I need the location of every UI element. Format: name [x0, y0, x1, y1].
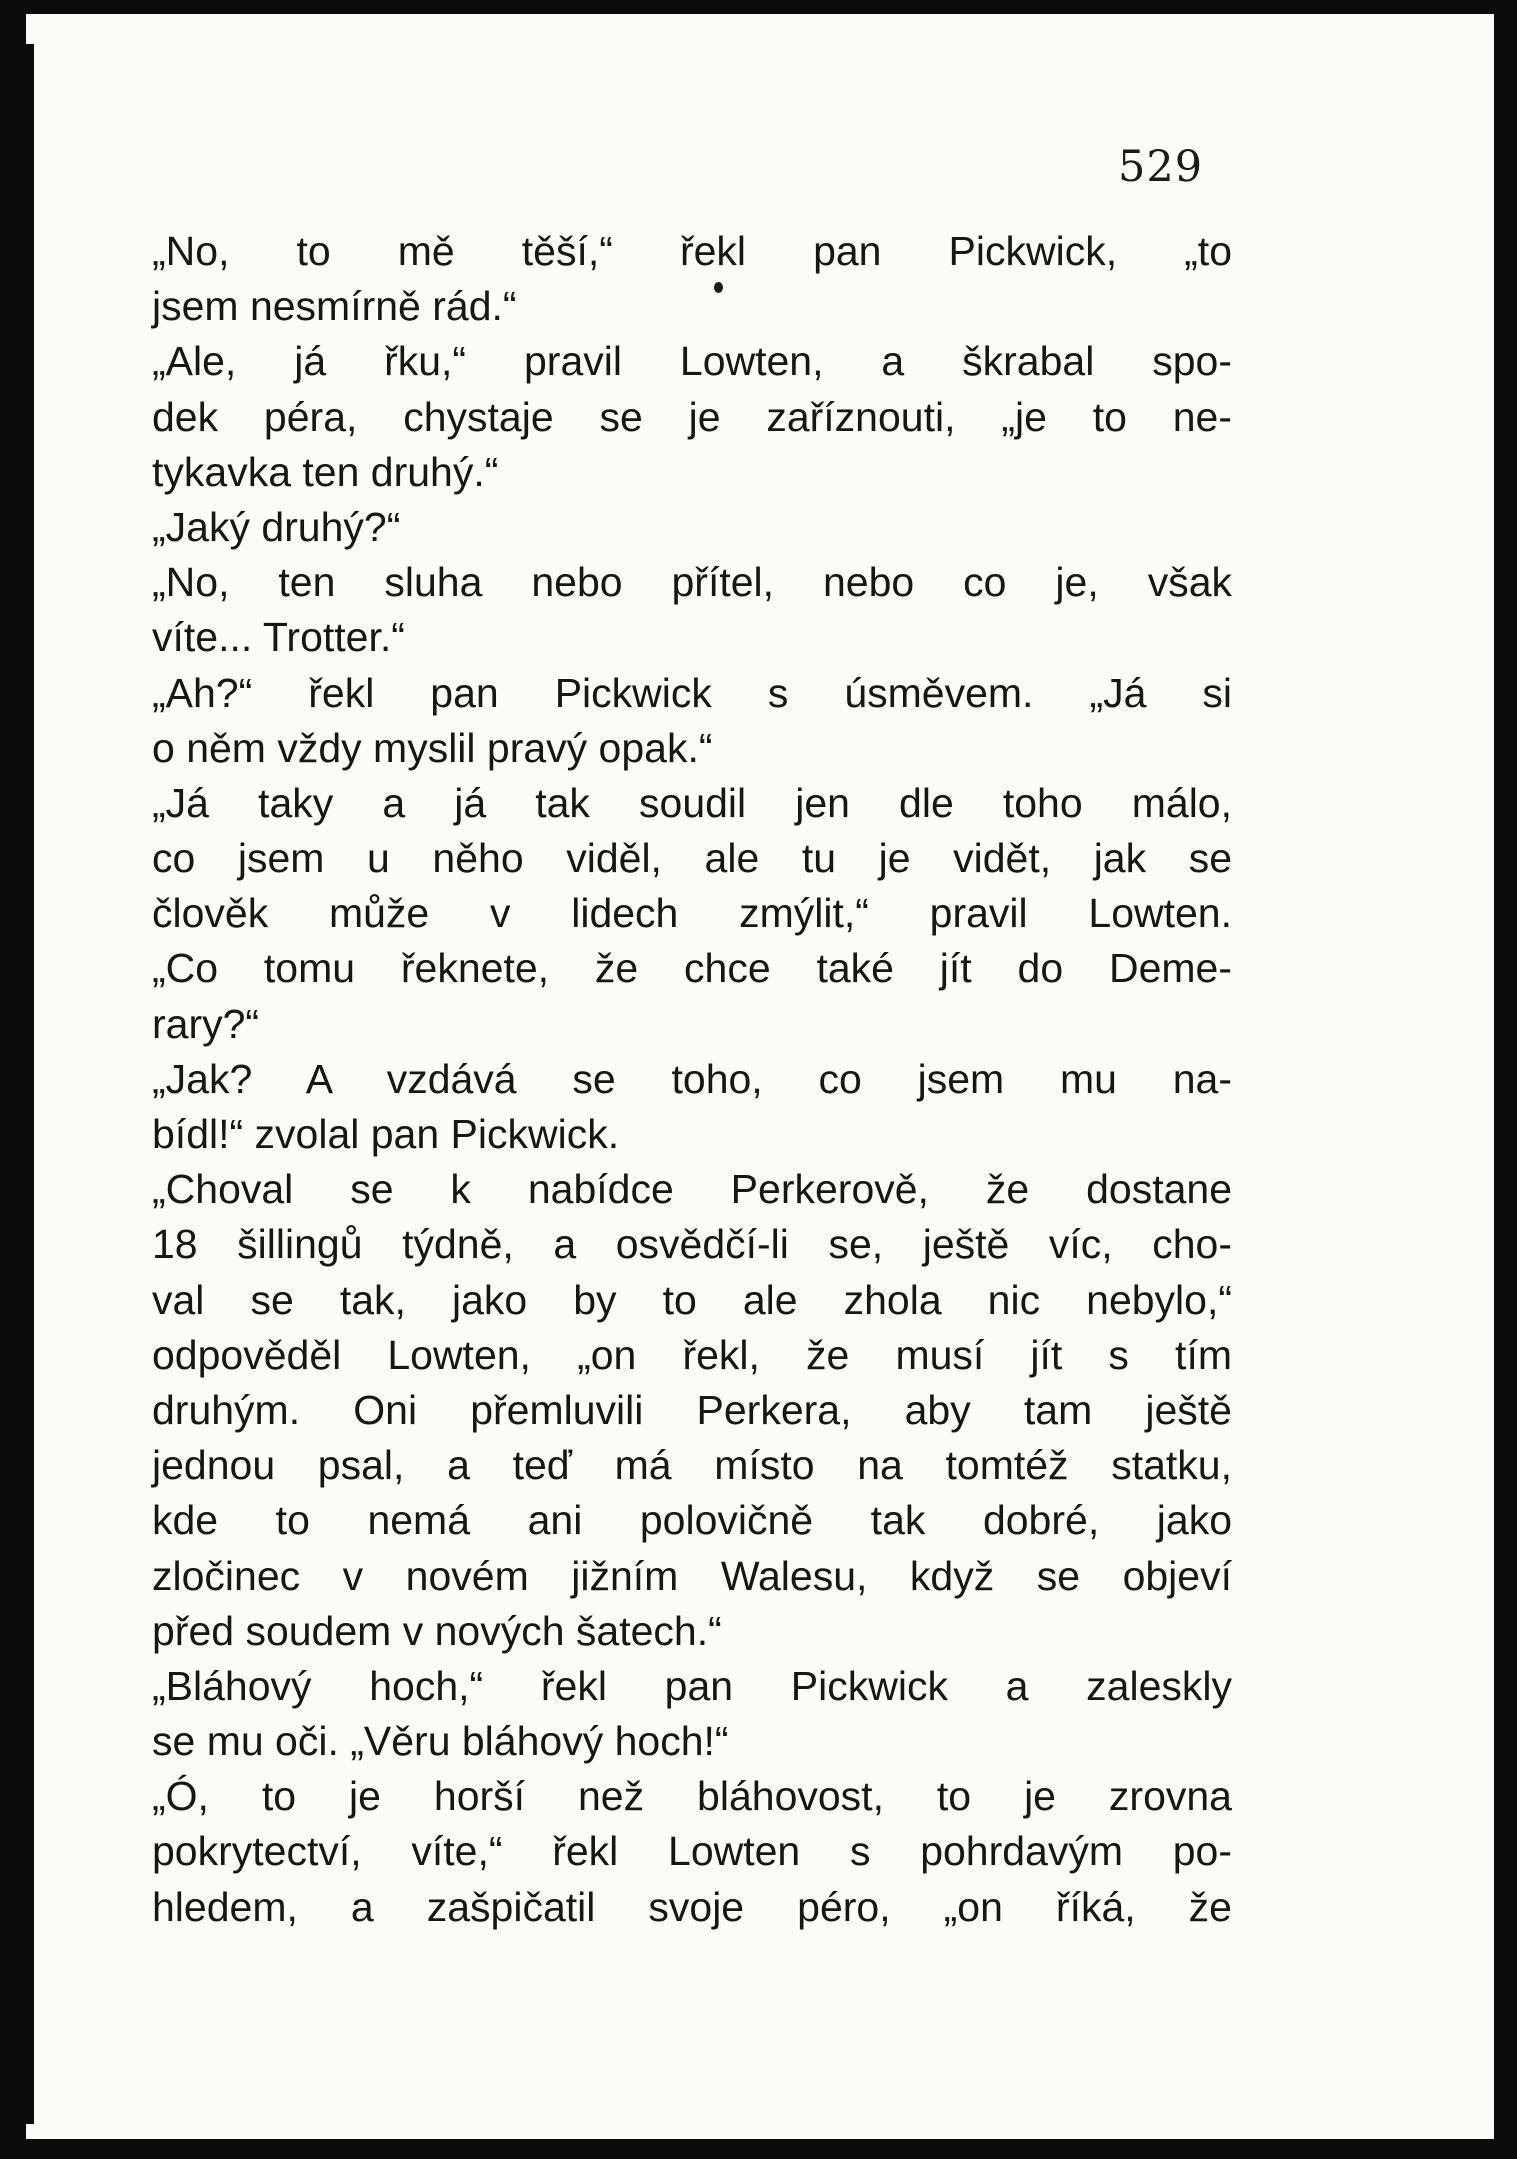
page-number: 529 [1118, 142, 1204, 192]
text-line: 18 šillingů týdně, a osvědčí-li se, ještě víc, cho- [152, 1221, 1232, 1268]
text-line: hledem, a zašpičatil svoje péro, „on říká, že [152, 1883, 1232, 1930]
text-line: se mu oči. „Věru bláhový hoch!“ [152, 1718, 729, 1765]
text-line: odpověděl Lowten, „on řekl, že musí jít s tím [152, 1331, 1232, 1378]
text-line: „Já taky a já tak soudil jen dle toho málo, [152, 779, 1232, 826]
text-line: bídl!“ zvolal pan Pickwick. [152, 1111, 620, 1157]
text-line: „Jak? A vzdává se toho, co jsem mu na- [152, 1055, 1232, 1102]
text-line: jsem nesmírně rád.“ [152, 283, 517, 330]
text-line: val se tak, jako by to ale zhola nic nebylo,“ [152, 1276, 1232, 1323]
text-line: „Ah?“ řekl pan Pickwick s úsměvem. „Já si [152, 669, 1232, 716]
text-line: „Ale, já řku,“ pravil Lowten, a škrabal spo- [152, 338, 1232, 385]
text-line: rary?“ [152, 1000, 260, 1047]
text-line: před soudem v nových šatech.“ [152, 1607, 722, 1654]
text-line: „Co tomu řeknete, že chce také jít do Deme- [152, 945, 1232, 992]
left-binding-shadow [26, 44, 34, 2124]
text-line: víte... Trotter.“ [152, 614, 405, 661]
text-line: „No, ten sluha nebo přítel, nebo co je, však [152, 559, 1232, 606]
text-line: o něm vždy myslil pravý opak.“ [152, 724, 713, 771]
text-line: kde to nemá ani polovičně tak dobré, jako [152, 1497, 1232, 1544]
text-line: tykavka ten druhý.“ [152, 448, 499, 495]
text-line: „Choval se k nabídce Perkerově, že dostane [152, 1166, 1232, 1213]
text-line: „Jaký druhý?“ [152, 503, 401, 550]
text-line: pokrytectví, víte,“ řekl Lowten s pohrdavým po- [152, 1828, 1232, 1875]
text-line: co jsem u něho viděl, ale tu je vidět, jak se [152, 835, 1232, 882]
text-line: jednou psal, a teď má místo na tomtéž statku, [152, 1442, 1232, 1489]
text-line: člověk může v lidech zmýlit,“ pravil Lowten. [152, 890, 1232, 937]
text-line: „No, to mě těší,“ řekl pan Pickwick, „to [152, 228, 1232, 274]
text-line: „Bláhový hoch,“ řekl pan Pickwick a zaleskly [152, 1662, 1232, 1709]
body-text [152, 224, 1232, 1935]
text-line: „Ó, to je horší než bláhovost, to je zrovna [152, 1773, 1232, 1820]
book-page [26, 14, 1494, 2139]
text-line: zločinec v novém jižním Walesu, když se objeví [152, 1552, 1232, 1599]
text-line: druhým. Oni přemluvili Perkera, aby tam ještě [152, 1386, 1232, 1433]
text-line: dek péra, chystaje se je zaříznouti, „je to ne- [152, 393, 1232, 440]
